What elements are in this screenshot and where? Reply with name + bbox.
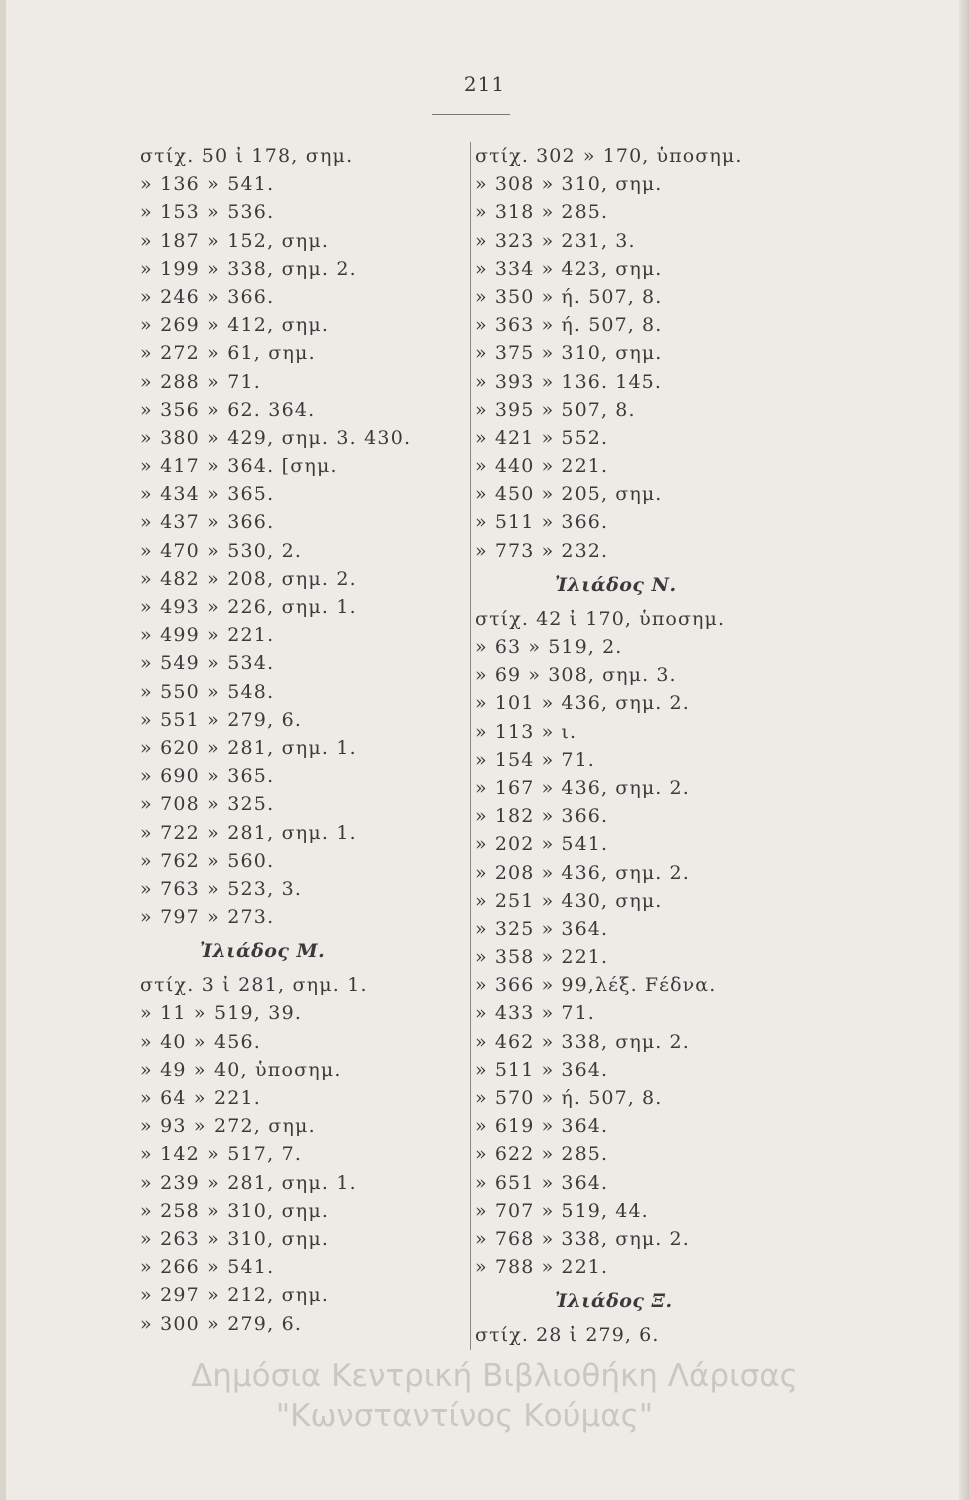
index-entry: » 366 » 99,λέξ. Fέδνα. [475,974,717,997]
index-entry: » 308 » 310, σημ. [475,173,663,196]
index-entry: » 288 » 71. [140,370,262,393]
index-entry: » 202 » 541. [475,833,609,856]
index-entry: » 499 » 221. [140,624,275,647]
index-entry: » 358 » 221. [475,946,609,969]
right-index-column [470,142,785,1350]
index-entry: » 258 » 310, σημ. [140,1199,330,1222]
index-entry: » 350 » ή. 507, 8. [475,285,663,308]
index-entry: » 113 » ι. [475,720,578,743]
index-entry: » 788 » 221. [475,1256,609,1279]
index-entry: » 651 » 364. [475,1171,609,1194]
index-entry: » 707 » 519, 44. [475,1199,649,1222]
index-entry: » 619 » 364. [475,1115,609,1138]
index-entry: » 208 » 436, σημ. 2. [475,861,690,884]
index-entry: στίχ. 42 ἰ 170, ὑποσημ. [475,607,726,630]
index-entry: » 773 » 232. [475,539,609,562]
index-entry: » 93 » 272, σημ. [140,1115,316,1138]
index-entry: » 395 » 507, 8. [475,398,636,421]
index-entry: στίχ. 302 » 170, ὑποσημ. [475,145,743,167]
index-entry: » 153 » 536. [140,201,275,224]
index-entry: » 470 » 530, 2. [140,539,303,562]
index-entry: » 550 » 548. [140,680,275,703]
index-entry: στίχ. 28 ἰ 279, 6. [475,1324,660,1347]
library-watermark-line2: "Κωνσταντίνος Κούμας" [275,1398,654,1434]
index-entry: » 239 » 281, σημ. 1. [140,1171,357,1194]
index-entry: » 440 » 221. [475,455,609,478]
index-entry: » 421 » 552. [475,426,609,449]
section-heading: Ἰλιάδος Ν. [555,573,677,596]
index-entry: » 167 » 436, σημ. 2. [475,776,690,799]
left-index-column [140,142,470,1338]
index-entry: » 334 » 423, σημ. [475,257,663,280]
index-entry: στίχ. 3 ἰ 281, σημ. 1. [140,974,368,997]
index-entry: » 375 » 310, σημ. [475,342,663,365]
index-entry: » 182 » 366. [475,805,609,828]
library-watermark-line1: Δημόσια Κεντρική Βιβλιοθήκη Λάρισας [191,1358,798,1394]
index-entry: » 136 » 541. [140,173,275,196]
index-entry: » 154 » 71. [475,748,595,771]
index-entry: » 101 » 436, σημ. 2. [475,692,690,715]
index-entry: » 251 » 430, σημ. [475,889,663,912]
index-entry: » 187 » 152, σημ. [140,229,330,252]
index-entry: » 797 » 273. [140,906,275,929]
index-entry: » 763 » 523, 3. [140,877,303,900]
page-number-rule [432,114,510,115]
index-entry: » 434 » 365. [140,483,275,506]
section-heading: Ἰλιάδος Ξ. [555,1290,673,1313]
index-entry: » 297 » 212, σημ. [140,1284,330,1307]
index-entry: » 263 » 310, σημ. [140,1227,330,1250]
index-entry: » 64 » 221. [140,1087,262,1109]
index-entry: » 199 » 338, σημ. 2. [140,257,357,280]
index-entry: » 722 » 281, σημ. 1. [140,821,357,844]
index-entry: » 549 » 534. [140,652,275,675]
index-entry: » 450 » 205, σημ. [475,483,663,506]
index-entry: » 272 » 61, σημ. [140,342,316,365]
index-entry: » 437 » 366. [140,511,275,534]
index-entry: » 690 » 365. [140,765,275,788]
index-entry: » 511 » 366. [475,511,609,534]
index-entry: » 393 » 136. 145. [475,370,662,393]
index-entry: » 380 » 429, σημ. 3. 430. [140,426,412,449]
index-entry: » 551 » 279, 6. [140,708,303,731]
index-entry: » 762 » 560. [140,849,275,872]
index-entry: » 356 » 62. 364. [140,398,316,421]
index-entry: » 266 » 541. [140,1256,275,1279]
index-entry: » 511 » 364. [475,1058,609,1081]
index-entry: » 433 » 71. [475,1002,595,1025]
page-left-edge [0,0,6,1500]
index-entry: » 622 » 285. [475,1143,609,1166]
index-entry: » 462 » 338, σημ. 2. [475,1030,690,1053]
index-entry: » 40 » 456. [140,1030,262,1053]
index-entry: » 246 » 366. [140,285,275,308]
index-entry: » 768 » 338, σημ. 2. [475,1227,690,1250]
index-entry: » 69 » 308, σημ. 3. [475,664,677,687]
index-entry: » 142 » 517, 7. [140,1143,303,1166]
page-right-edge [959,0,969,1500]
index-entry: » 323 » 231, 3. [475,229,636,252]
index-entry: » 417 » 364. [σημ. [140,455,338,478]
index-entry: στίχ. 50 ἰ 178, σημ. [140,145,354,167]
index-entry: » 620 » 281, σημ. 1. [140,736,357,759]
page-number: 211 [463,72,506,96]
index-entry: » 49 » 40, ὑποσημ. [140,1058,342,1081]
index-entry: » 570 » ή. 507, 8. [475,1087,663,1109]
index-entry: » 325 » 364. [475,917,609,940]
index-entry: » 363 » ή. 507, 8. [475,314,663,337]
index-entry: » 493 » 226, σημ. 1. [140,596,357,618]
index-entry: » 269 » 412, σημ. [140,314,330,337]
index-entry: » 11 » 519, 39. [140,1002,303,1025]
index-entry: » 708 » 325. [140,793,275,816]
index-entry: » 482 » 208, σημ. 2. [140,567,357,590]
index-entry: » 63 » 519, 2. [475,636,623,658]
index-entry: » 300 » 279, 6. [140,1312,303,1335]
section-heading: Ἰλιάδος Μ. [200,940,326,963]
index-entry: » 318 » 285. [475,201,609,224]
